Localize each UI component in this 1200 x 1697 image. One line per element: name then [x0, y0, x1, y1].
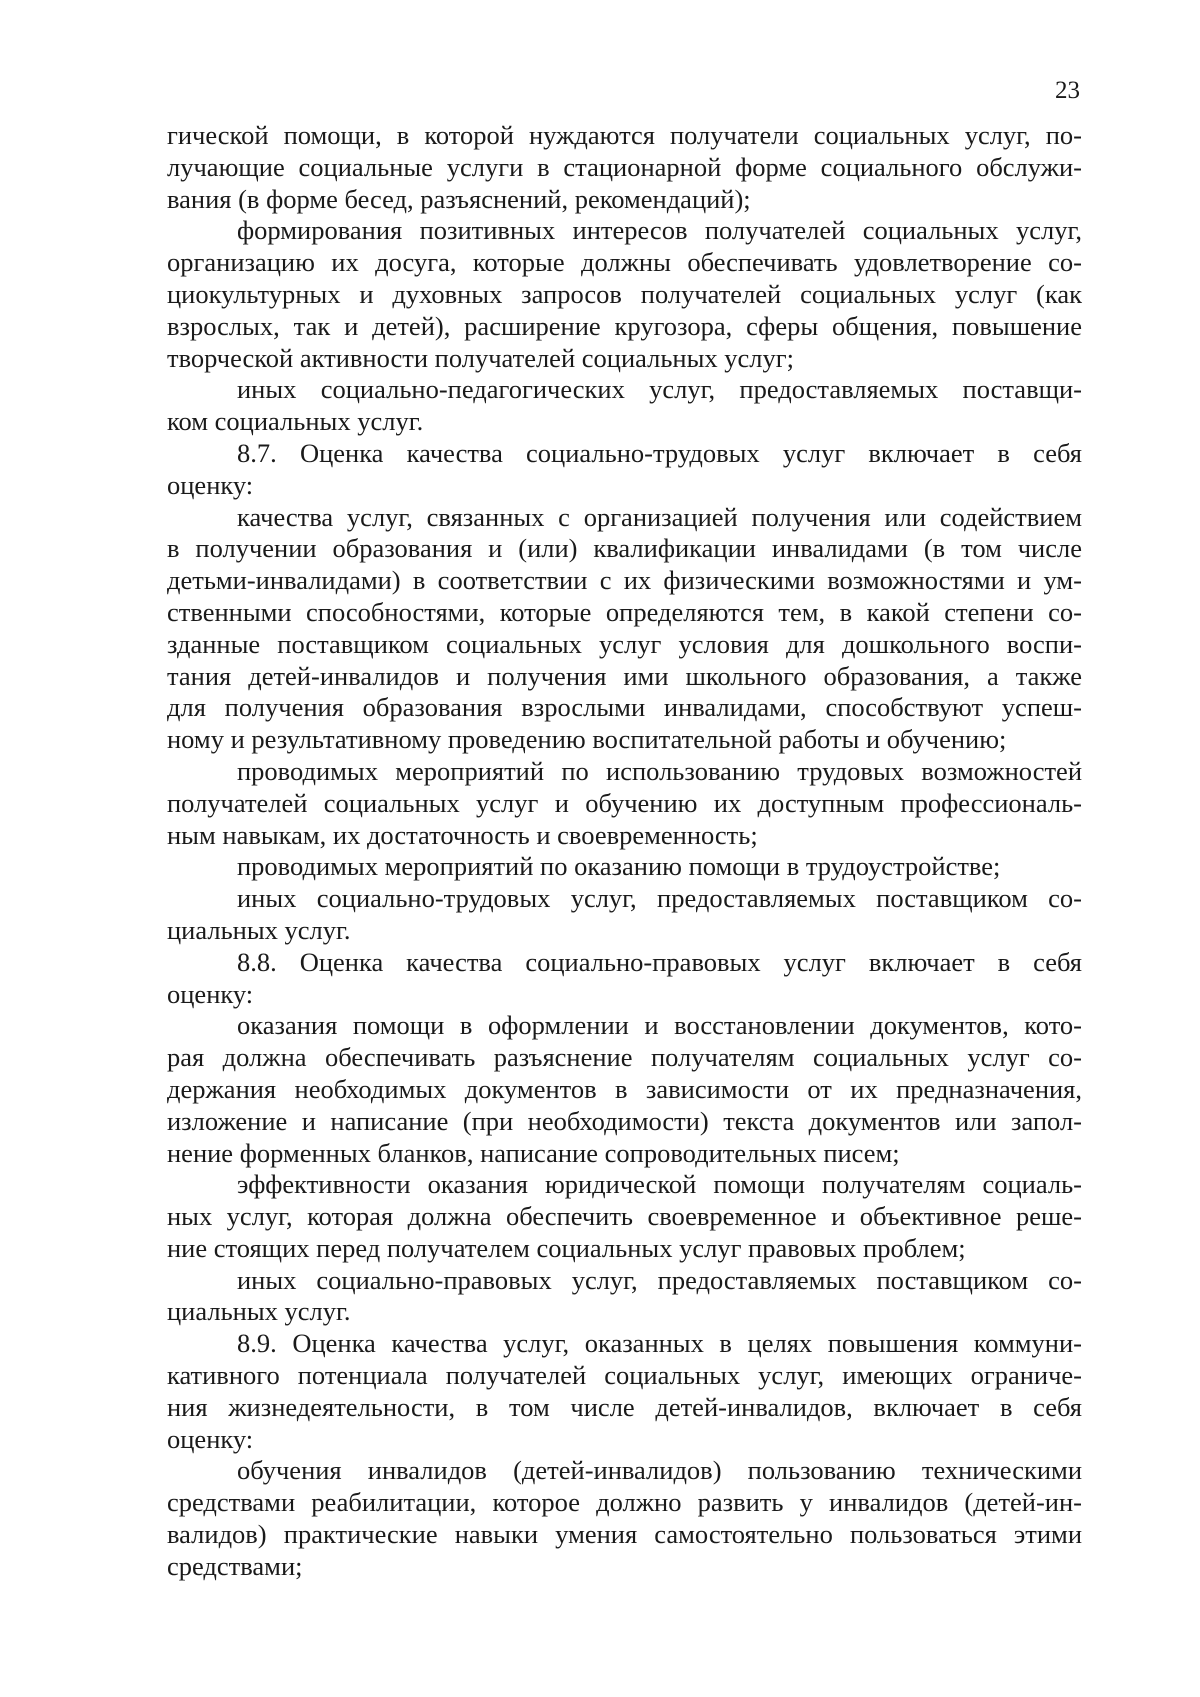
text-line: творческой активности получателей социальных услуг; — [167, 342, 795, 373]
text-line: ным навыкам, их достаточность и своевременность; — [167, 819, 758, 850]
text-line: оценку: — [167, 469, 254, 500]
text-line: в получении образования и (или) квалификации инвалидами (в том числе — [167, 533, 1082, 564]
text-line: оценку: — [167, 1423, 254, 1454]
text-line: ком социальных услуг. — [167, 406, 424, 437]
text-line: нение форменных бланков, написание сопроводительных писем; — [167, 1137, 900, 1168]
text-line: вания (в форме бесед, разъяснений, рекомендаций); — [167, 183, 751, 214]
text-line: ние стоящих перед получателем социальных услуг правовых проблем; — [167, 1232, 966, 1263]
text-line: циальных услуг. — [167, 1296, 351, 1327]
text-line: ных услуг, которая должна обеспечить своевременное и объективное реше- — [167, 1201, 1082, 1232]
text-line: иных социально-педагогических услуг, предоставляемых поставщи- — [237, 374, 1082, 405]
text-line: гической помощи, в которой нуждаются получатели социальных услуг, по- — [167, 120, 1082, 150]
text-line: ному и результативному проведению воспитательной работы и обучению; — [167, 724, 1007, 755]
text-line: лучающие социальные услуги в стационарной форме социального обслужи- — [167, 151, 1082, 182]
text-line: взрослых, так и детей), расширение кругозора, сферы общения, повышение — [167, 310, 1082, 341]
text-line: для получения образования взрослыми инвалидами, способствуют успеш- — [167, 692, 1082, 723]
text-line: проводимых мероприятий по использованию трудовых возможностей — [237, 755, 1082, 786]
text-line: иных социально-правовых услуг, предоставляемых поставщиком со- — [237, 1264, 1082, 1295]
text-line: получателей социальных услуг и обучению их доступным профессиональ- — [167, 787, 1082, 818]
text-line: циальных услуг. — [167, 914, 351, 945]
text-line: эффективности оказания юридической помощи получателям социаль- — [237, 1169, 1082, 1200]
text-line: оценку: — [167, 978, 254, 1009]
text-line: рая должна обеспечивать разъяснение получателям социальных услуг со- — [167, 1042, 1082, 1073]
text-line: кативного потенциала получателей социальных услуг, имеющих ограниче- — [167, 1360, 1082, 1391]
text-line: тания детей-инвалидов и получения ими школьного образования, а также — [167, 660, 1082, 691]
text-line: иных социально-трудовых услуг, предоставляемых поставщиком со- — [237, 883, 1082, 914]
text-line: средствами; — [167, 1550, 303, 1581]
text-line: изложение и написание (при необходимости) текста документов или запол- — [167, 1105, 1082, 1136]
text-line: обучения инвалидов (детей-инвалидов) пользованию техническими — [237, 1455, 1082, 1486]
text-line: валидов) практические навыки умения самостоятельно пользоваться этими — [167, 1519, 1082, 1550]
text-line: 8.8. Оценка качества социально-правовых услуг включает в себя — [237, 946, 1082, 977]
text-line: циокультурных и духовных запросов получателей социальных услуг (как — [167, 278, 1082, 309]
text-line: качества услуг, связанных с организацией получения или содействием — [237, 501, 1082, 532]
text-line: оказания помощи в оформлении и восстановлении документов, кото- — [237, 1010, 1082, 1041]
text-line: проводимых мероприятий по оказанию помощи в трудоустройстве; — [237, 851, 1001, 882]
text-line: держания необходимых документов в зависимости от их предназначения, — [167, 1073, 1082, 1104]
text-line: организацию их досуга, которые должны обеспечивать удовлетворение со- — [167, 247, 1082, 278]
text-line: ственными способностями, которые определяются тем, в какой степени со- — [167, 596, 1082, 627]
text-line: зданные поставщиком социальных услуг условия для дошкольного воспи- — [167, 628, 1082, 659]
text-line: ния жизнедеятельности, в том числе детей-инвалидов, включает в себя — [167, 1391, 1082, 1422]
text-line: средствами реабилитации, которое должно развить у инвалидов (детей-ин- — [167, 1487, 1082, 1518]
page-number: 23 — [1055, 77, 1080, 104]
text-line: 8.9. Оценка качества услуг, оказанных в целях повышения коммуни- — [237, 1328, 1082, 1359]
document-body-text — [167, 120, 1082, 1583]
text-line: 8.7. Оценка качества социально-трудовых услуг включает в себя — [237, 437, 1082, 468]
text-line: детьми-инвалидами) в соответствии с их физическими возможностями и ум- — [167, 565, 1082, 596]
text-line: формирования позитивных интересов получателей социальных услуг, — [237, 215, 1082, 246]
